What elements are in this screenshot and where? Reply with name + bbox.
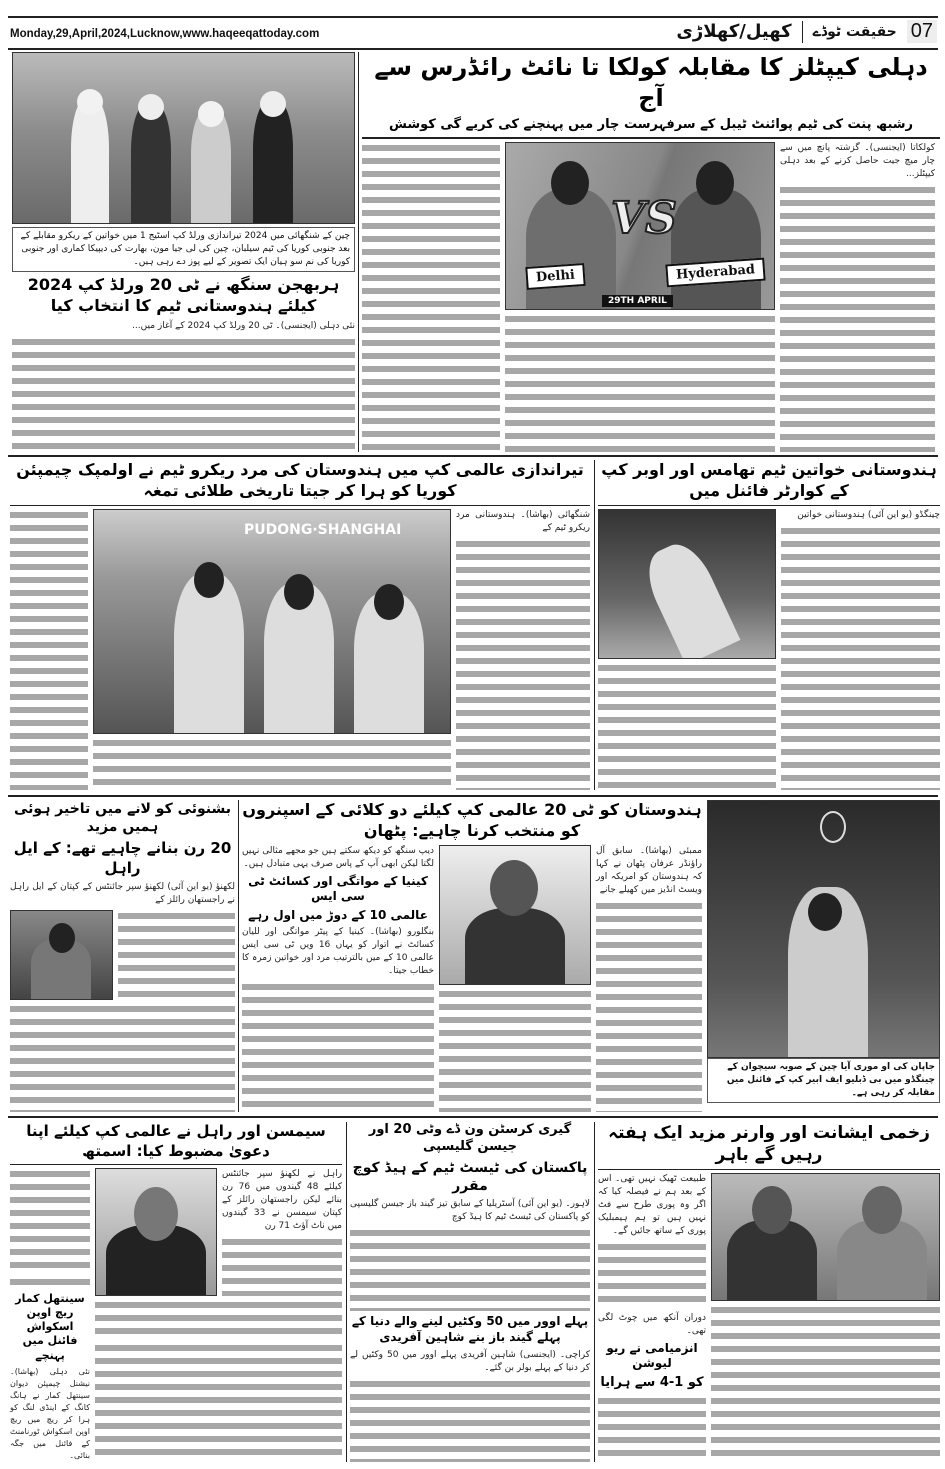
archers-caption: چین کے شنگھائی میں 2024 تیراندازی ورلڈ کپ اسٹیج 1 میں خواتین کے ریکرو مقابلے کے بعد جنوبی کوریا کی ٹیم سیلبان، چین کی لی جیا مون، بھارت کی دیپیکا کماری اور جنوبی کوریا کی نم سو ہیان ایک تصویر کے لیے پوز دے رہی ہیں۔	[12, 227, 355, 272]
dateline: Monday,29,April,2024,Lucknow,www.haqeeqattoday.com	[10, 28, 320, 40]
divider	[802, 21, 803, 43]
bishnoi-region	[10, 800, 235, 1112]
archers-photo	[12, 52, 355, 224]
omori-caption: جاپان کی او موری آیا چین کے صوبہ سیچوان کے چینگڈو میں بی ڈبلیو ایف ابیر کپ کے فائنل میں مقابلہ کر رہی ہے۔	[707, 1058, 940, 1103]
bishnoi-lead: لکھنؤ (یو این آئی) لکھنؤ سپر جائنٹس کے کپتان کے ایل راہل نے راجستھان رائلز کے	[10, 882, 235, 906]
column-divider	[594, 460, 595, 790]
delhi-kkr-body-3	[505, 313, 775, 452]
page-number: 07	[907, 20, 937, 43]
samson-region	[10, 1122, 342, 1462]
inzamam-body	[598, 1395, 706, 1462]
column-divider	[238, 800, 239, 1112]
thomas-uber-body-2	[598, 662, 776, 790]
afridi-headline: پہلے اوور میں 50 وکٹیں لینے والے دنیا کے پہلے گیند باز بنے شاہین آفریدی	[351, 1314, 589, 1345]
thomas-uber-region	[598, 460, 940, 790]
rule	[10, 1164, 342, 1165]
bishnoi-body	[118, 910, 235, 1000]
graeme-smith-photo	[95, 1168, 217, 1296]
delhi-kkr-body	[780, 184, 935, 452]
archery-body-3	[456, 538, 590, 790]
delhi-kkr-region	[362, 52, 940, 452]
afridi-lead: کراچی۔ (ایجنسی) شاہین آفریدی پہلے اوور میں 50 وکٹیں لے کر دنیا کے پہلے بولر بن گئے۔	[350, 1349, 590, 1373]
ishant-warner-photo	[711, 1173, 940, 1301]
thomas-uber-body	[781, 525, 940, 790]
ishant-body	[598, 1241, 706, 1308]
rule	[362, 137, 940, 139]
squash-lead: نئی دہلی (بھاشا)۔ نیشنل چیمپئن دیوان سینتھل کمار نے ہانگ کانگ کے اینڈی لنگ کو ہرا کر ریچ میں ریچ اوپن اسکواش ٹورنامنٹ کے فائنل میں جگہ بنائی۔	[10, 1367, 90, 1460]
pathan-body-2	[596, 900, 702, 1112]
omori-aya-photo	[707, 800, 940, 1058]
archery-gold-headline: تیراندازی عالمی کپ میں ہندوستان کی مرد ریکرو ٹیم نے اولمپک چیمپئن کوریا کو ہرا کر جیتا تاریخی طلائی تمغہ	[16, 460, 584, 500]
delhi-kkr-subhead: رشبھ پنت کی ٹیم پوائنٹ ٹیبل کے سرفہرست چار میں پہنچنے کی کریے گی کوشش	[388, 117, 914, 133]
harbhajan-region	[12, 52, 355, 452]
bishnoi-body-2	[10, 1003, 235, 1112]
newspaper-logo: حقیقت ٹوڈے	[812, 23, 897, 40]
match-date-badge: 29TH APRIL	[602, 295, 673, 307]
delhi-kkr-headline: دہلی کیپٹلز کا مقابلہ کولکا تا نائٹ رائڈرس سے آج	[374, 53, 928, 113]
top-rule	[8, 16, 938, 18]
inzamam-headline-1: انزمیامی نے ریو لیوشن	[606, 1340, 698, 1371]
delhi-kkr-lead: کولکاتا (ایجنسی)۔ گزشتہ پانچ میں سے چار میچ جیت حاصل کرنے کے بعد دہلی کیپٹلز...	[780, 143, 935, 180]
squash-headline: سینتھل کمار ریچ اوپن اسکواش فائنل میں پہنچے	[15, 1291, 85, 1362]
harbhajan-headline: ہربھجن سنگھ نے ٹی 20 ورلڈ کپ 2024 کیلئے ہندوستانی ٹیم کا انتخاب کیا	[27, 275, 340, 315]
column-divider	[594, 1122, 595, 1462]
racket-icon	[820, 811, 846, 843]
rule	[598, 1169, 940, 1170]
ishant-warner-headline: زخمی ایشانت اور وارنر مزید ایک ہفتہ رہیں گے باہر	[608, 1123, 930, 1166]
inzamam-headline-2: کو 1-4 سے ہرایا	[600, 1374, 704, 1390]
section-rule	[8, 1116, 938, 1118]
tcs10k-lead: بنگلورو (بھاشا)۔ کینیا کے پیٹر مواتگی اور للیان کسائٹ نے اتوار کو یہاں 16 ویں ٹی سی ایس عالمی 10 کے میں بالترتیب مرد اور خواتین زمرہ کا خطاب جیتا۔	[242, 927, 435, 977]
pathan-headline: ہندوستان کو ٹی 20 عالمی کپ کیلئے دو کلائی کے اسپنروں کو منتخب کرنا چاہیے: پٹھان	[242, 800, 702, 840]
rule	[598, 505, 940, 506]
section-title: کھیل/کھلاڑی	[676, 21, 792, 42]
archery-team-photo: PUDONG·SHANGHAI	[93, 509, 451, 734]
afridi-body	[350, 1378, 590, 1462]
archery-region	[10, 460, 590, 790]
tcs10k-headline-1: کینیا کے مواتگی اور کسائٹ ٹی سی ایس	[248, 873, 428, 904]
samson-body-2	[10, 1168, 90, 1273]
samson-body	[222, 1236, 342, 1296]
samson-body-5	[95, 1342, 342, 1462]
thomas-uber-lead: چینگڈو (یو این آئی) ہندوستانی خواتین	[797, 509, 940, 520]
kirsten-headline-2: پاکستان کی ٹیسٹ ٹیم کے ہیڈ کوچ مقرر	[352, 1159, 588, 1194]
tcs10k-body	[242, 981, 434, 1112]
bishnoi-headline-1: بشنوئی کو لانے میں تاخیر ہوئی ہمیں مزید	[14, 801, 231, 836]
inzamam-lead: دوران آنکھ میں چوٹ لگی تھی۔	[598, 1312, 706, 1336]
pathan-body	[439, 988, 591, 1112]
bishnoi-headline-2: 20 رن بنانے چاہیے تھے: کے ایل راہل	[13, 839, 232, 877]
kirsten-region	[350, 1122, 590, 1462]
masthead-right	[676, 20, 937, 43]
samson-headline: سیمسن اور راہل نے عالمی کپ کیلئے اپنا دعویٰ مضبوط کیا: اسمتھ	[26, 1122, 326, 1160]
harbhajan-body	[12, 336, 355, 452]
column-divider	[346, 1122, 347, 1462]
archery-body-1	[10, 509, 88, 790]
section-rule	[8, 455, 938, 457]
archery-gold-lead: شنگھائی (بھاشا)۔ ہندوستانی مرد ریکرو ٹیم کے	[456, 509, 590, 533]
ishant-lead: طبیعت ٹھیک نہیں تھی۔ اس کے بعد ہم نے فیصلہ کیا کہ اگر وہ پوری طرح سے فٹ نہیں ہیں تو ہم ہیمبلیک پوری کے ساتھ جائیں گے۔	[598, 1174, 706, 1237]
samson-body-3	[95, 1299, 342, 1339]
pathan-lead: ممبئی (بھاشا)۔ سابق آل راؤنڈر عرفان پٹھان نے کہا کہ ہندوستان کو امریکہ اور ویسٹ انڈیز میں کھیلے جانے	[596, 845, 702, 895]
rule	[10, 505, 590, 506]
vs-icon: VS	[611, 193, 677, 245]
ishant-body-2	[711, 1304, 940, 1462]
delhi-label: Delhi	[525, 263, 585, 290]
kirsten-headline-1: گیری کرسٹن ون ڈے وٹی 20 اور جیسن گلیسپی	[368, 1122, 572, 1154]
ishant-region	[598, 1122, 940, 1462]
section-rule	[8, 795, 938, 797]
pathan-region	[242, 800, 702, 1112]
irfan-pathan-photo	[439, 845, 591, 985]
column-divider	[358, 52, 359, 452]
thomas-uber-headline: ہندوستانی خواتین ٹیم تھامس اور اوبر کپ کے کوارٹر فائنل میں	[601, 460, 937, 500]
delhi-kkr-body-2	[362, 142, 500, 452]
samson-body-4	[10, 1276, 90, 1289]
pathan-side-text: دیپ سنگھ کو دیکھ سکتے ہیں جو مجھے مثالی نہیں لگتا لیکن ابھی آپ کے پاس صرف یہی متبادل ہیں۔	[242, 845, 434, 869]
samson-lead: راہل نے لکھنؤ سپر جائنٹس کیلئے 48 گیندوں میں 76 رن بنائے لیکن راجستھان رائلز کے کپتان سیمسن نے 33 گیندوں میں ناٹ آؤٹ 71 رن	[222, 1169, 342, 1231]
tcs10k-headline-2: عالمی 10 کے دوڑ میں اول رہے	[248, 907, 428, 922]
kirsten-body	[350, 1227, 590, 1311]
badminton-player-photo	[598, 509, 776, 659]
delhi-vs-hyderabad-graphic	[505, 142, 775, 310]
omori-region	[707, 800, 940, 1112]
kirsten-lead: لاہور۔ (یو این آئی) آسٹریلیا کے سابق تیز گیند باز جیسن گلیسپی کو پاکستان کی ٹیسٹ ٹیم کا ہیڈ کوچ	[350, 1199, 590, 1223]
header-rule	[8, 48, 938, 50]
archery-body-2	[93, 737, 451, 790]
harbhajan-lead: نئی دہلی (ایجنسی)۔ ٹی 20 ورلڈ کپ 2024 کے آغاز میں...	[132, 320, 355, 331]
hyderabad-label: Hyderabad	[665, 258, 765, 288]
kl-rahul-photo	[10, 910, 113, 1000]
